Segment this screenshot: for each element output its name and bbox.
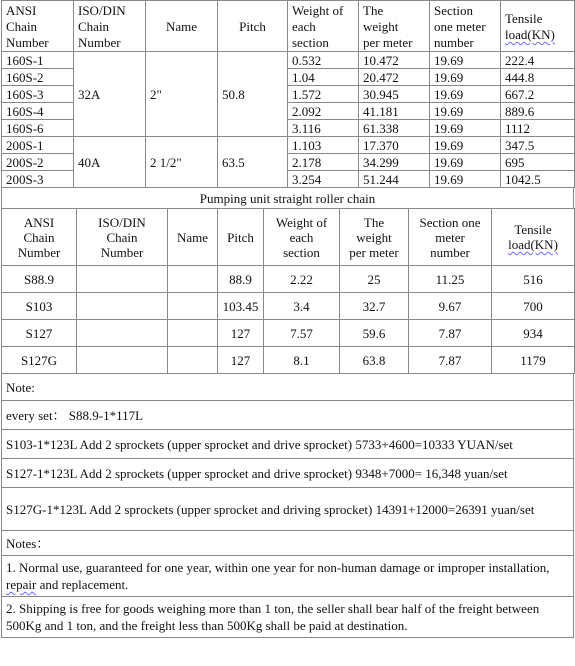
cell-name: [168, 293, 218, 320]
header-weight-section: Weight of each section: [288, 1, 359, 52]
header-ansi: ANSI Chain Number: [2, 209, 77, 266]
cell-weight: 2.178: [288, 154, 359, 171]
header-section-meter: Section one meter number: [409, 209, 492, 266]
cell-pitch: 127: [218, 320, 264, 347]
cell-ansi: 200S-1: [2, 137, 74, 154]
cell-per-meter: 51.244: [359, 171, 430, 188]
cell-iso: [77, 347, 168, 374]
cell-iso: [77, 320, 168, 347]
table-row: [2, 347, 575, 374]
cell-per-meter: 34.299: [359, 154, 430, 171]
cell-weight: 2.22: [264, 266, 340, 293]
cell-ansi: S127G: [2, 347, 77, 374]
cell-section: 7.87: [409, 320, 492, 347]
note-item: 1. Normal use, guaranteed for one year, within one year for non-human damage or improper installation, repair and replacement.: [2, 556, 574, 597]
note-item: 2. Shipping is free for goods weighing more than 1 ton, the seller shall bear half of the freight between 500Kg and 1 ton, and the freight less than 500Kg shall be paid at destination.: [2, 597, 574, 638]
section-caption: Pumping unit straight roller chain: [2, 188, 574, 209]
cell-ansi: 160S-6: [2, 120, 74, 137]
cell-per-meter: 30.945: [359, 86, 430, 103]
cell-ansi: 200S-3: [2, 171, 74, 188]
cell-tensile: 934: [492, 320, 575, 347]
cell-tensile: 1042.5: [501, 171, 575, 188]
cell-pitch: 63.5: [218, 137, 288, 188]
cell-section: 19.69: [430, 69, 501, 86]
cell-weight: 7.57: [264, 320, 340, 347]
header-iso: ISO/DIN Chain Number: [74, 1, 146, 52]
header-pitch: Pitch: [218, 1, 288, 52]
cell-pitch: 88.9: [218, 266, 264, 293]
cell-tensile: 1179: [492, 347, 575, 374]
cell-pitch: 50.8: [218, 52, 288, 137]
cell-weight: 0.532: [288, 52, 359, 69]
cell-section: 7.87: [409, 347, 492, 374]
note-line: every set： S88.9-1*117L: [2, 401, 574, 430]
cell-tensile: 667.2: [501, 86, 575, 103]
cell-ansi: S103: [2, 293, 77, 320]
cell-ansi: 200S-2: [2, 154, 74, 171]
cell-tensile: 222.4: [501, 52, 575, 69]
cell-per-meter: 32.7: [340, 293, 409, 320]
cell-name: 2": [146, 52, 218, 137]
cell-iso: [77, 266, 168, 293]
document: [1, 0, 574, 638]
note-label: Note:: [2, 374, 574, 401]
cell-tensile: 516: [492, 266, 575, 293]
cell-weight: 1.103: [288, 137, 359, 154]
header-pitch: Pitch: [218, 209, 264, 266]
table-row: [2, 293, 575, 320]
cell-per-meter: 41.181: [359, 103, 430, 120]
cell-weight: 3.254: [288, 171, 359, 188]
table-row: [2, 266, 575, 293]
cell-section: 19.69: [430, 103, 501, 120]
cell-tensile: 695: [501, 154, 575, 171]
cell-section: 19.69: [430, 52, 501, 69]
cell-iso: 32A: [74, 52, 146, 137]
header-name: Name: [146, 1, 218, 52]
cell-section: 9.67: [409, 293, 492, 320]
cell-section: 19.69: [430, 171, 501, 188]
cell-weight: 8.1: [264, 347, 340, 374]
cell-ansi: 160S-3: [2, 86, 74, 103]
header-section-meter: Section one meter number: [430, 1, 501, 52]
cell-name: [168, 266, 218, 293]
cell-tensile: 700: [492, 293, 575, 320]
table-header-row: [2, 209, 575, 266]
note-line: S103-1*123L Add 2 sprockets (upper sprocket and drive sprocket) 5733+4600=10333 YUAN/set: [2, 430, 574, 459]
note-line: S127G-1*123L Add 2 sprockets (upper sprocket and driving sprocket) 14391+12000=26391 yuan/set: [2, 488, 574, 531]
cell-iso: [77, 293, 168, 320]
cell-iso: 40A: [74, 137, 146, 188]
header-name: Name: [168, 209, 218, 266]
cell-name: 2 1/2": [146, 137, 218, 188]
cell-tensile: 444.8: [501, 69, 575, 86]
cell-section: 19.69: [430, 86, 501, 103]
pumping-chain-spec-table: [1, 208, 575, 374]
cell-tensile: 889.6: [501, 103, 575, 120]
cell-tensile: 1112: [501, 120, 575, 137]
notes-label: Notes：: [2, 531, 574, 556]
header-iso: ISO/DIN Chain Number: [77, 209, 168, 266]
cell-per-meter: 59.6: [340, 320, 409, 347]
cell-section: 19.69: [430, 120, 501, 137]
cell-per-meter: 17.370: [359, 137, 430, 154]
caption-table: [1, 187, 574, 209]
cell-per-meter: 61.338: [359, 120, 430, 137]
cell-per-meter: 25: [340, 266, 409, 293]
cell-weight: 2.092: [288, 103, 359, 120]
table-row: [2, 52, 575, 69]
header-tensile: Tensile load(KN): [492, 209, 575, 266]
header-weight-meter: The weight per meter: [340, 209, 409, 266]
cell-name: [168, 320, 218, 347]
cell-section: 11.25: [409, 266, 492, 293]
cell-weight: 3.4: [264, 293, 340, 320]
note-line: S127-1*123L Add 2 sprockets (upper sprocket and drive sprocket) 9348+7000= 16,348 yuan/set: [2, 459, 574, 488]
header-ansi: ANSI Chain Number: [2, 1, 74, 52]
cell-per-meter: 20.472: [359, 69, 430, 86]
header-weight-section: Weight of each section: [264, 209, 340, 266]
cell-tensile: 347.5: [501, 137, 575, 154]
cell-ansi: 160S-1: [2, 52, 74, 69]
cell-section: 19.69: [430, 154, 501, 171]
cell-ansi: 160S-2: [2, 69, 74, 86]
table-header-row: [2, 1, 575, 52]
cell-per-meter: 10.472: [359, 52, 430, 69]
table-row: [2, 137, 575, 154]
cell-ansi: S88.9: [2, 266, 77, 293]
cell-weight: 1.572: [288, 86, 359, 103]
notes-table: [1, 373, 574, 638]
table-row: [2, 320, 575, 347]
cell-pitch: 127: [218, 347, 264, 374]
cell-name: [168, 347, 218, 374]
cell-weight: 1.04: [288, 69, 359, 86]
header-weight-meter: The weight per meter: [359, 1, 430, 52]
cell-weight: 3.116: [288, 120, 359, 137]
cell-per-meter: 63.8: [340, 347, 409, 374]
cell-pitch: 103.45: [218, 293, 264, 320]
cell-ansi: 160S-4: [2, 103, 74, 120]
cell-ansi: S127: [2, 320, 77, 347]
header-tensile: Tensile load(KN): [501, 1, 575, 52]
cell-section: 19.69: [430, 137, 501, 154]
roller-chain-spec-table: [1, 0, 575, 188]
